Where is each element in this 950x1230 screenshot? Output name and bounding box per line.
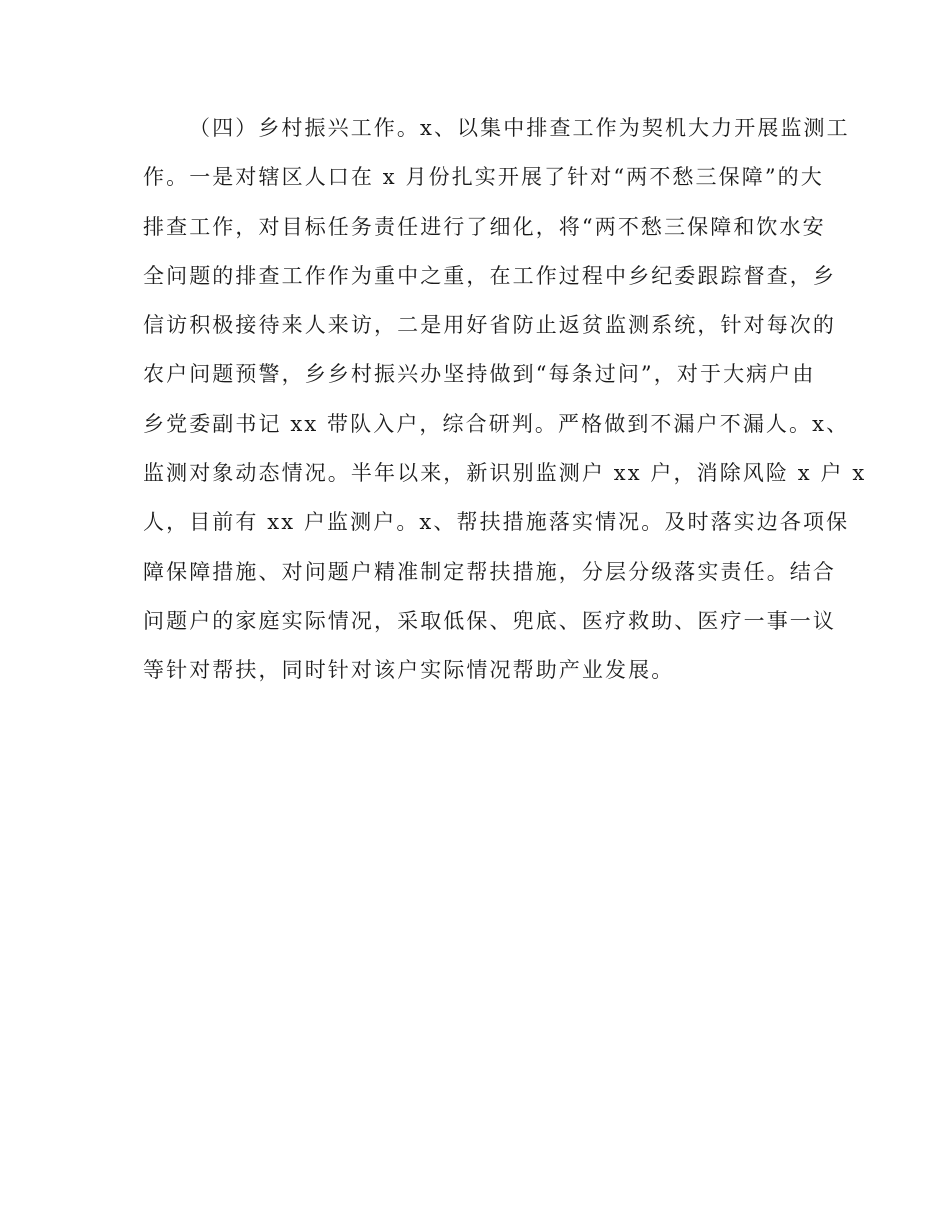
paragraph-line: 障保障措施、对问题户精准制定帮扶措施，分层分级落实责任。结合 <box>143 559 836 584</box>
paragraph-line: 等针对帮扶，同时针对该户实际情况帮助产业发展。 <box>143 658 675 683</box>
paragraph-line: （四）乡村振兴工作。x、以集中排查工作为契机大力开展监测工 <box>189 116 850 140</box>
paragraph-line: 作。一是对辖区人口在 x 月份扎实开展了针对“两不愁三保障”的大 <box>143 165 824 190</box>
paragraph-line: 人，目前有 xx 户监测户。x、帮扶措施落实情况。及时落实边各项保 <box>143 510 850 535</box>
paragraph-line: 乡党委副书记 xx 带队入户，综合研判。严格做到不漏户不漏人。x、 <box>143 411 850 436</box>
paragraph-line: 信访积极接待来人来访，二是用好省防止返贫监测系统，针对每次的 <box>143 313 836 338</box>
paragraph-line: 监测对象动态情况。半年以来，新识别监测户 xx 户，消除风险 x 户 x <box>143 461 867 486</box>
paragraph-line: 排查工作，对目标任务责任进行了细化，将“两不愁三保障和饮水安 <box>143 214 826 239</box>
paragraph-rural-revitalization <box>143 108 867 700</box>
paragraph-line: 全问题的排查工作作为重中之重，在工作过程中乡纪委跟踪督查，乡 <box>143 263 836 288</box>
paragraph-line: 问题户的家庭实际情况，采取低保、兜底、医疗救助、医疗一事一议 <box>143 608 836 633</box>
paragraph-line: 农户问题预警，乡乡村振兴办坚持做到“每条过问”，对于大病户由 <box>143 362 816 387</box>
